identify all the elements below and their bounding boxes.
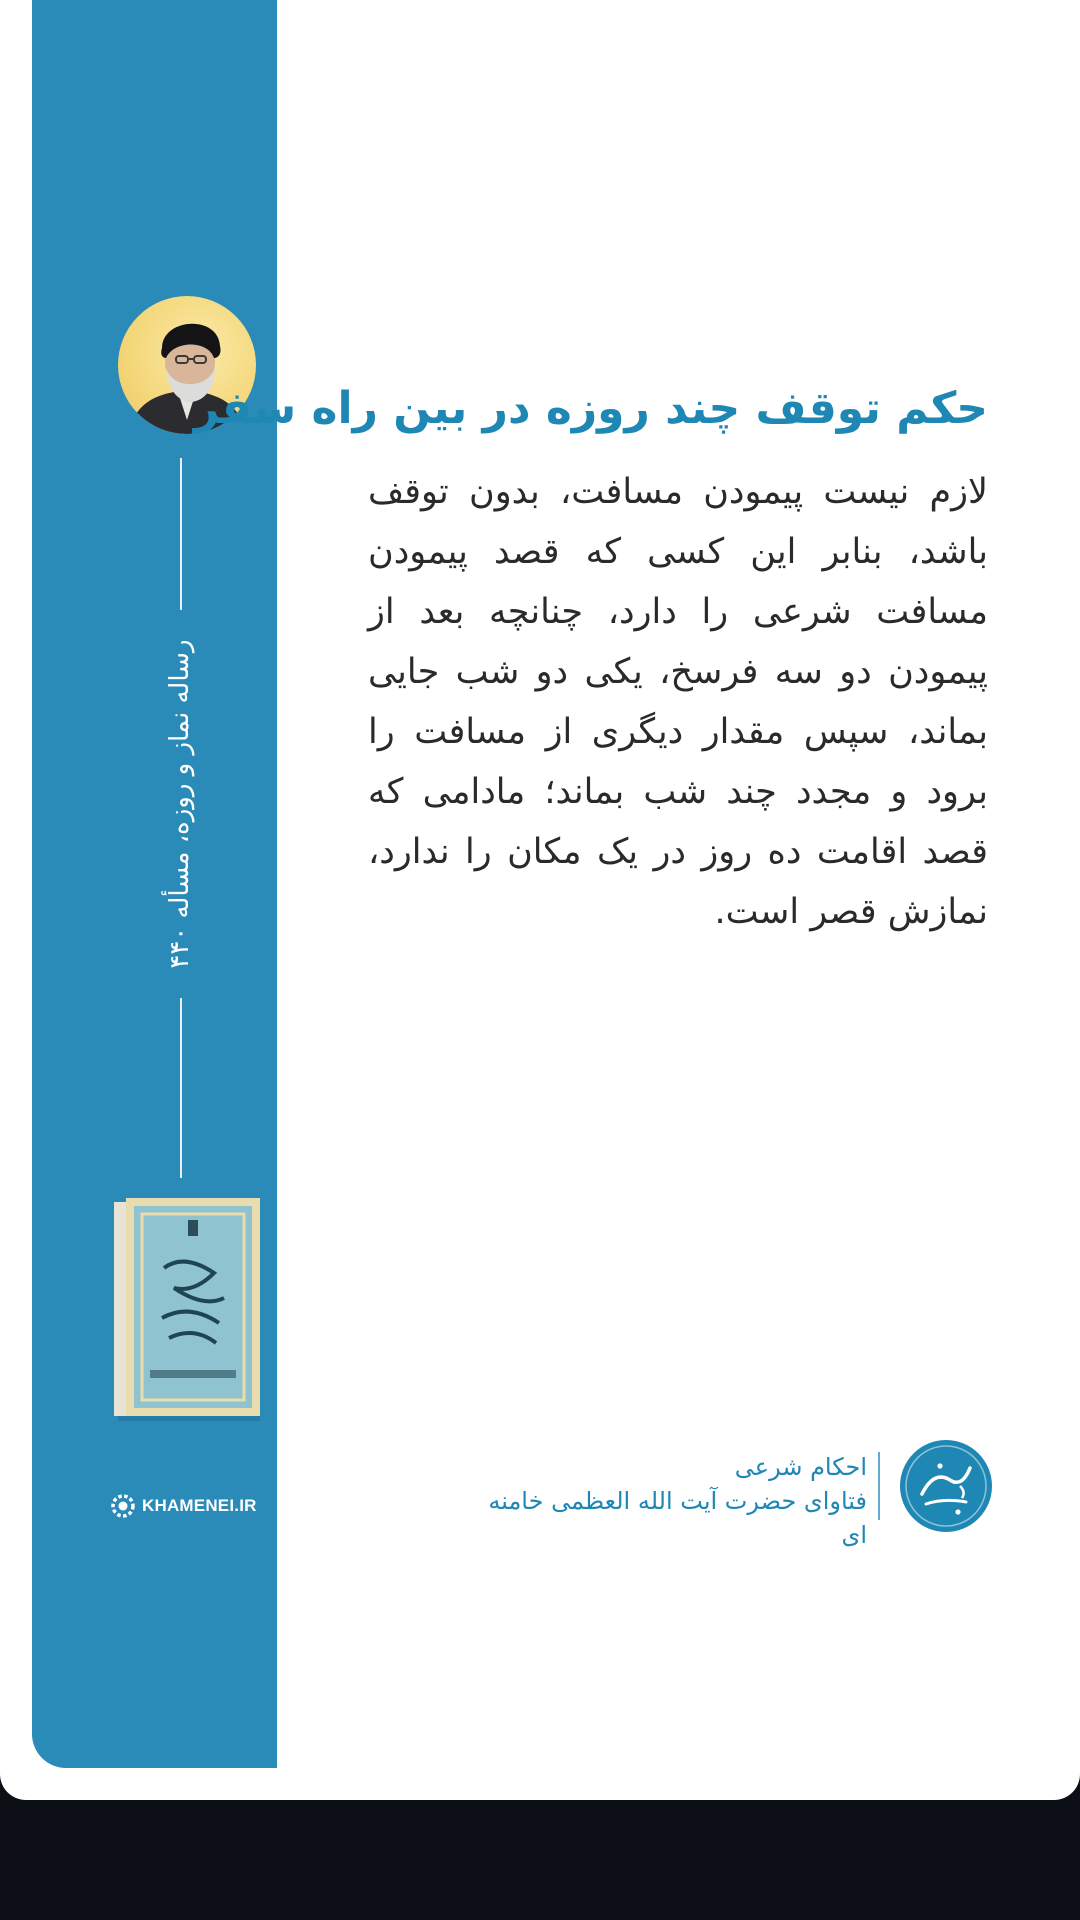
sidebar-divider-bottom	[180, 998, 182, 1178]
footer-line-2: فتاوای حضرت آیت الله العظمی خامنه ای	[488, 1487, 867, 1549]
brand-text: KHAMENEI.IR	[142, 1496, 257, 1515]
footer-line-1: احکام شرعی	[734, 1453, 867, 1481]
brand-logo	[108, 1488, 268, 1524]
gear-logo-icon	[108, 1491, 138, 1521]
source-caption: رساله نماز و روزه، مسأله ۴۴۰	[165, 639, 195, 969]
footer-divider	[878, 1452, 880, 1520]
calligraphy-emblem-icon	[900, 1440, 992, 1532]
post-title: حکم توقف چند روزه در بین راه سفر	[193, 383, 988, 434]
book-cover-image	[114, 1198, 264, 1423]
sidebar-panel	[32, 0, 277, 1768]
footer-credit	[467, 1450, 867, 1552]
sidebar-divider-top	[180, 458, 182, 610]
post-body: لازم نیست پیمودن مسافت، بدون توقف باشد، بنابر این کسی که قصد پیمودن مسافت شرعی را دارد، چنانچه بعد از پیمودن دو سه فرسخ، یکی دو شب جایی بماند، سپس مقدار دیگری از مسافت را برود و مجدد چند شب بماند؛ مادامی که قصد اقامت ده روز در یک مکان را ندارد، نمازش قصر است.	[368, 472, 988, 932]
